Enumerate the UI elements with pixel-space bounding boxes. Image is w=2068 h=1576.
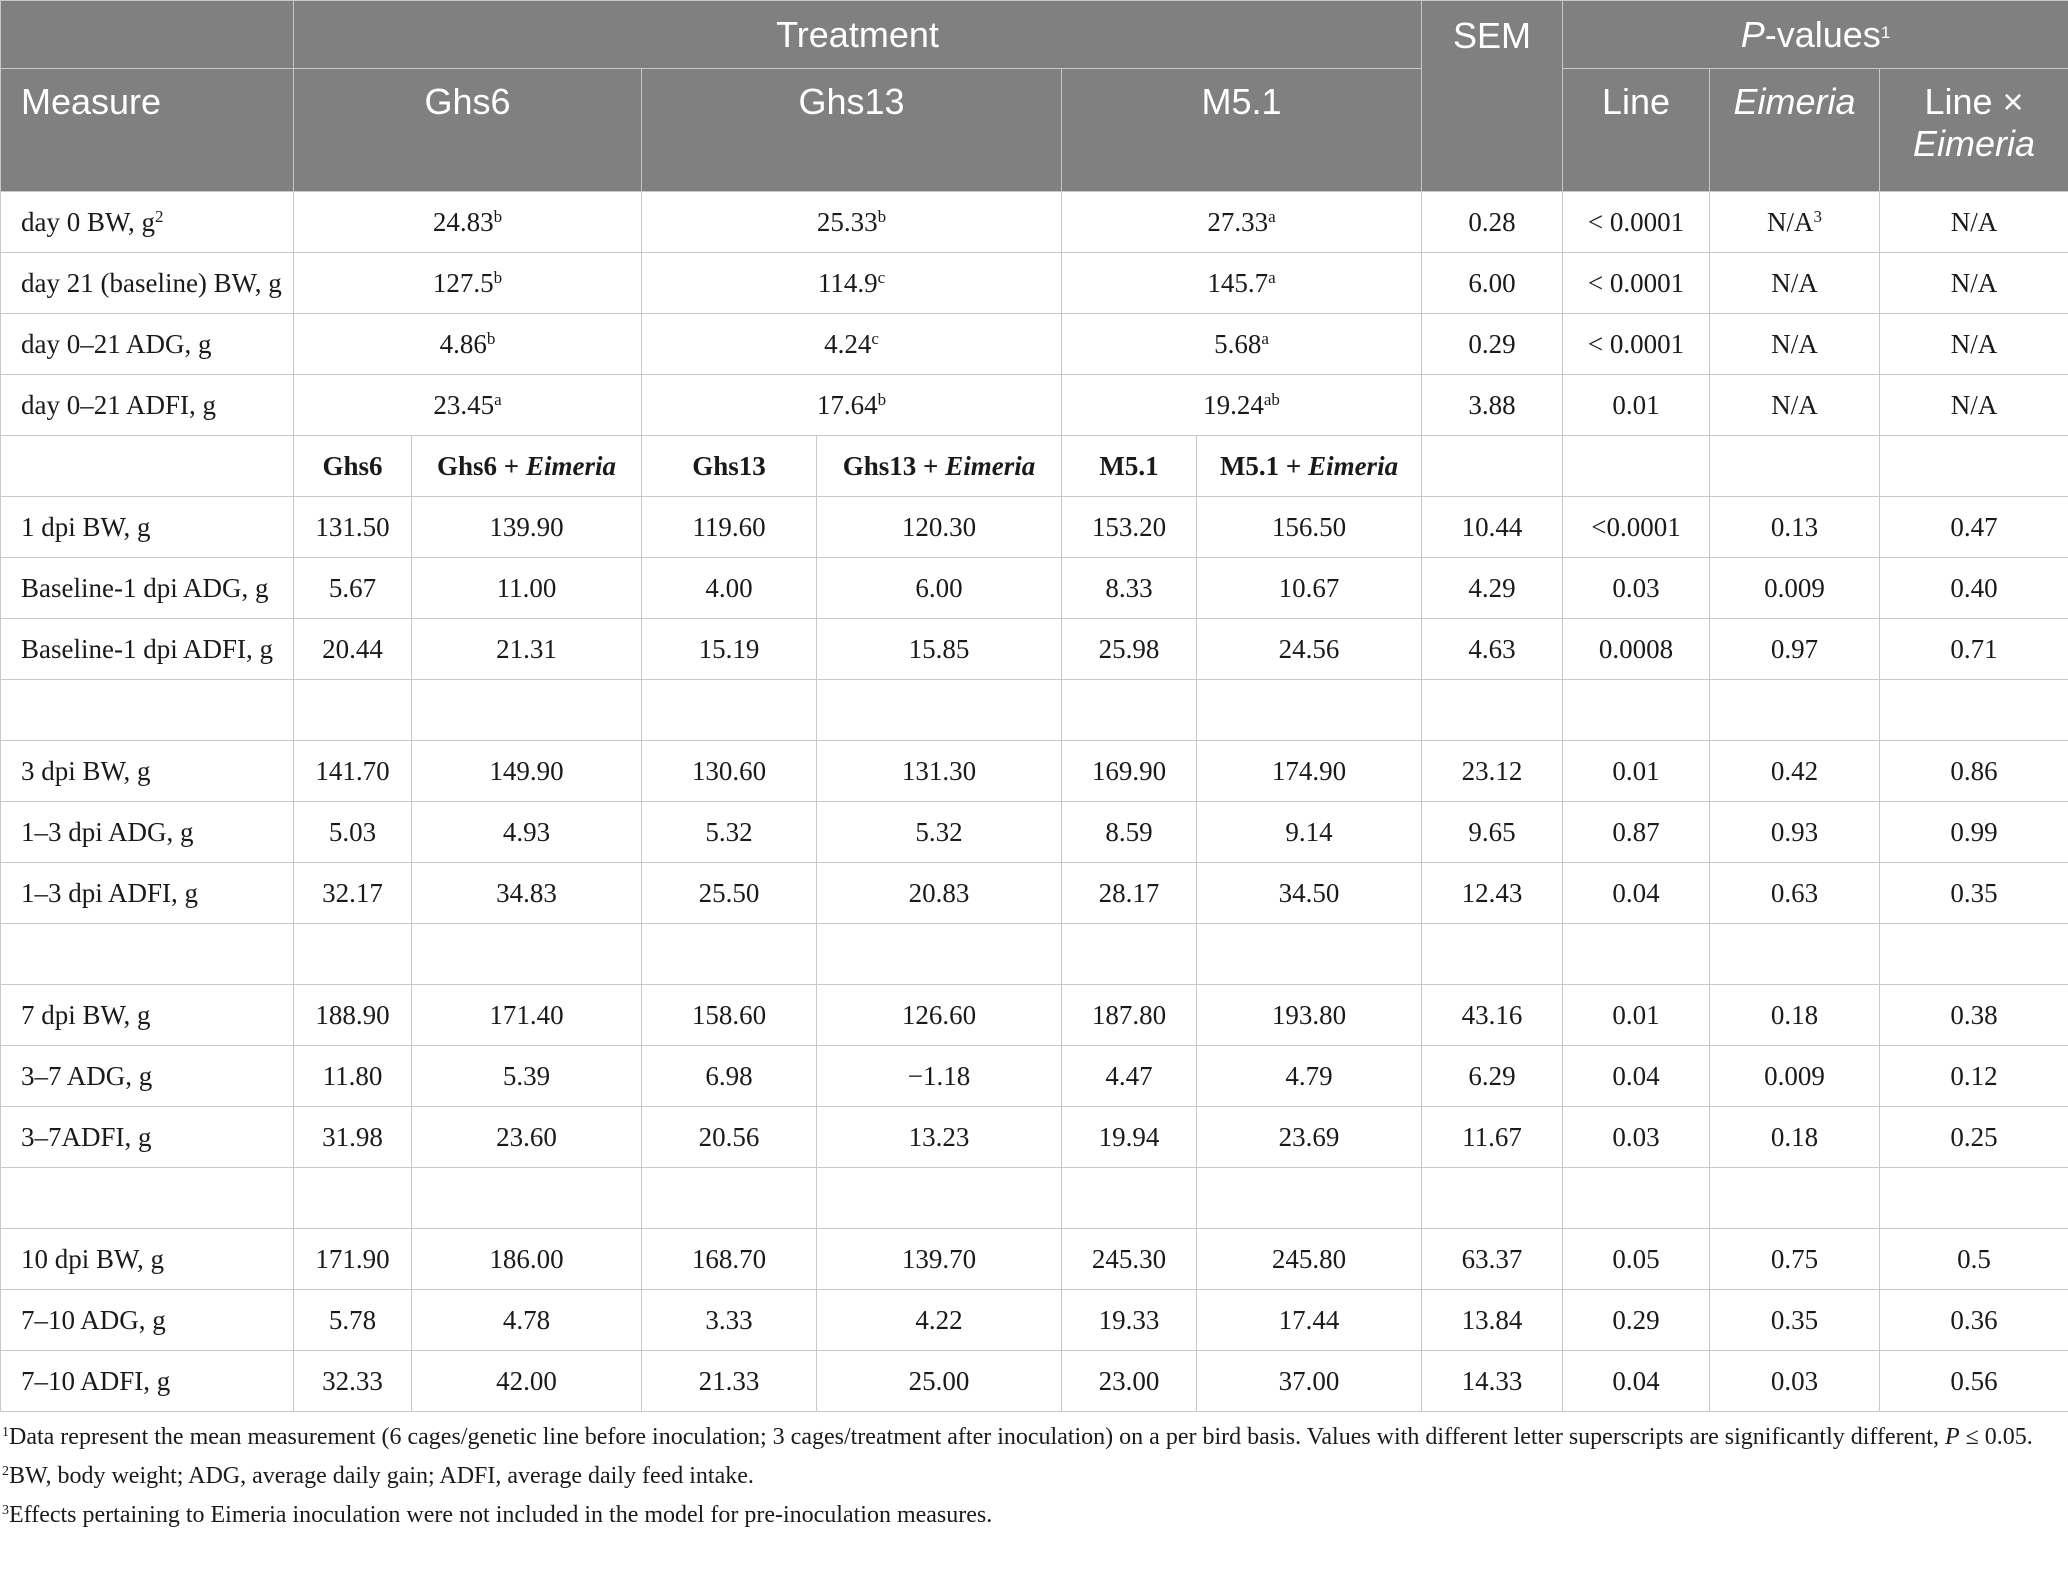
spacer-cell <box>1880 680 2068 741</box>
row-label: 1–3 dpi ADFI, g <box>1 863 294 924</box>
cell-p-interaction: 0.71 <box>1880 619 2068 680</box>
subheader-treatment: Ghs6 <box>294 436 412 497</box>
row-label: Baseline-1 dpi ADFI, g <box>1 619 294 680</box>
cell-value: 11.00 <box>412 558 642 619</box>
cell-p-eimeria: 0.18 <box>1710 985 1880 1046</box>
spacer-cell <box>412 1168 642 1229</box>
spacer-cell <box>1197 1168 1422 1229</box>
cell-value: 4.47 <box>1062 1046 1197 1107</box>
spacer-cell <box>1 924 294 985</box>
significance-letter: b <box>877 206 887 226</box>
table-row <box>1 1107 2068 1168</box>
header-p-line: Line <box>1563 69 1710 192</box>
spacer-cell <box>412 924 642 985</box>
cell-p-line: 0.29 <box>1563 1290 1710 1351</box>
cell-sem: 13.84 <box>1422 1290 1563 1351</box>
subheader-blank <box>1422 436 1563 497</box>
footnote-number: 2 <box>2 1464 9 1479</box>
significance-letter: a <box>1268 267 1276 287</box>
cell-p-line: 0.87 <box>1563 802 1710 863</box>
cell-value: 131.50 <box>294 497 412 558</box>
spacer-cell <box>1422 1168 1563 1229</box>
cell-p-interaction: 0.25 <box>1880 1107 2068 1168</box>
cell-sem: 0.29 <box>1422 314 1563 375</box>
cell-sem: 6.29 <box>1422 1046 1563 1107</box>
cell-p-eimeria: 0.18 <box>1710 1107 1880 1168</box>
cell-sem: 0.28 <box>1422 192 1563 253</box>
cell-p-line: 0.04 <box>1563 863 1710 924</box>
cell-p-eimeria: 0.42 <box>1710 741 1880 802</box>
cell-value: 127.5$^b$ <box>294 253 642 314</box>
cell-value: 120.30 <box>817 497 1062 558</box>
header-p-interaction-line2: Eimeria <box>1913 123 2036 164</box>
cell-sem: 4.63 <box>1422 619 1563 680</box>
table-row <box>1 192 2068 253</box>
cell-value: 131.30 <box>817 741 1062 802</box>
cell-value: 23.60 <box>412 1107 642 1168</box>
spacer-cell <box>1062 1168 1197 1229</box>
cell-p-interaction: 0.47 <box>1880 497 2068 558</box>
cell-p-eimeria: $N/A^3$ <box>1710 192 1880 253</box>
table-row <box>1 1351 2068 1412</box>
cell-value: 19.94 <box>1062 1107 1197 1168</box>
spacer-row <box>1 680 2068 741</box>
cell-value: 32.17 <box>294 863 412 924</box>
table-row <box>1 375 2068 436</box>
cell-value: 187.80 <box>1062 985 1197 1046</box>
eimeria-label: Eimeria <box>1308 450 1399 481</box>
cell-value: 25.33$^b$ <box>642 192 1062 253</box>
row-label: day 0–21 ADFI, g <box>1 375 294 436</box>
cell-value: 23.45$^a$ <box>294 375 642 436</box>
cell-p-eimeria: 0.93 <box>1710 802 1880 863</box>
cell-value: 10.67 <box>1197 558 1422 619</box>
significance-letter: a <box>1268 206 1276 226</box>
cell-value: 20.44 <box>294 619 412 680</box>
table-row <box>1 802 2068 863</box>
cell-value: 5.68$^a$ <box>1062 314 1422 375</box>
table-row <box>1 314 2068 375</box>
cell-value: 25.00 <box>817 1351 1062 1412</box>
cell-value: 34.50 <box>1197 863 1422 924</box>
cell-value: 4.78 <box>412 1290 642 1351</box>
cell-value: 245.80 <box>1197 1229 1422 1290</box>
cell-value: 11.80 <box>294 1046 412 1107</box>
significance-letter: ab <box>1263 389 1280 409</box>
cell-value: 149.90 <box>412 741 642 802</box>
row-label: 7 dpi BW, g <box>1 985 294 1046</box>
cell-sem: 12.43 <box>1422 863 1563 924</box>
cell-value: 5.03 <box>294 802 412 863</box>
cell-value: 4.79 <box>1197 1046 1422 1107</box>
cell-value: 139.90 <box>412 497 642 558</box>
spacer-cell <box>1197 680 1422 741</box>
cell-p-interaction: 0.86 <box>1880 741 2068 802</box>
header-sem: SEM <box>1422 1 1563 192</box>
row-label: 7–10 ADG, g <box>1 1290 294 1351</box>
footnote-number: 1 <box>2 1425 9 1440</box>
cell-value: 171.90 <box>294 1229 412 1290</box>
cell-value: 9.14 <box>1197 802 1422 863</box>
significance-letter: b <box>877 389 887 409</box>
subheader-treatment: Ghs6 + Eimeria <box>412 436 642 497</box>
spacer-cell <box>294 924 412 985</box>
cell-p-interaction: N/A <box>1880 253 2068 314</box>
cell-value: −1.18 <box>817 1046 1062 1107</box>
cell-value: 6.00 <box>817 558 1062 619</box>
cell-value: 5.67 <box>294 558 412 619</box>
cell-p-interaction: N/A <box>1880 375 2068 436</box>
cell-value: 156.50 <box>1197 497 1422 558</box>
cell-p-eimeria: 0.009 <box>1710 558 1880 619</box>
significance-letter: a <box>494 389 502 409</box>
table-row <box>1 253 2068 314</box>
header-line-ghs13: Ghs13 <box>642 69 1062 192</box>
cell-p-line: 0.04 <box>1563 1351 1710 1412</box>
eimeria-label: Eimeria <box>525 450 616 481</box>
spacer-row <box>1 1168 2068 1229</box>
row-label: 3 dpi BW, g <box>1 741 294 802</box>
significance-letter: c <box>871 328 879 348</box>
cell-p-interaction: N/A <box>1880 192 2068 253</box>
subheader-treatment: M5.1 + Eimeria <box>1197 436 1422 497</box>
cell-value: 13.23 <box>817 1107 1062 1168</box>
significance-letter: c <box>877 267 886 287</box>
cell-value: 19.24$^{ab}$ <box>1062 375 1422 436</box>
spacer-cell <box>1422 680 1563 741</box>
footnote: $^3$Effects pertaining to Eimeria inoculation were not included in the model for pre-inoculation measures. <box>2 1502 993 1528</box>
header-line-ghs6: Ghs6 <box>294 69 642 192</box>
cell-sem: 6.00 <box>1422 253 1563 314</box>
cell-value: 186.00 <box>412 1229 642 1290</box>
row-label: 7–10 ADFI, g <box>1 1351 294 1412</box>
cell-value: 24.83$^b$ <box>294 192 642 253</box>
cell-p-interaction: 0.36 <box>1880 1290 2068 1351</box>
cell-p-interaction: 0.35 <box>1880 863 2068 924</box>
cell-sem: 43.16 <box>1422 985 1563 1046</box>
cell-p-line: < 0.0001 <box>1563 314 1710 375</box>
table-row <box>1 558 2068 619</box>
cell-value: 25.98 <box>1062 619 1197 680</box>
cell-sem: 14.33 <box>1422 1351 1563 1412</box>
cell-value: 32.33 <box>294 1351 412 1412</box>
cell-value: 145.7$^a$ <box>1062 253 1422 314</box>
cell-value: 171.40 <box>412 985 642 1046</box>
header-pvalues-p: P <box>1740 13 1765 55</box>
cell-p-line: 0.03 <box>1563 558 1710 619</box>
cell-p-eimeria: 0.009 <box>1710 1046 1880 1107</box>
subheader-treatment: Ghs13 + Eimeria <box>817 436 1062 497</box>
row-label: 3–7 ADG, g <box>1 1046 294 1107</box>
cell-p-line: 0.0008 <box>1563 619 1710 680</box>
footnote-ref: 3 <box>1813 206 1823 226</box>
treatment-subheader-row <box>1 436 2068 497</box>
cell-value: 8.33 <box>1062 558 1197 619</box>
header-pvalues-rest: -values <box>1764 13 1881 55</box>
table-header <box>1 1 2068 192</box>
footnote-ref: 2 <box>155 206 164 226</box>
cell-value: 20.56 <box>642 1107 817 1168</box>
cell-value: 4.22 <box>817 1290 1062 1351</box>
spacer-cell <box>1880 924 2068 985</box>
cell-value: 4.86$^b$ <box>294 314 642 375</box>
cell-value: 23.69 <box>1197 1107 1422 1168</box>
table-row <box>1 619 2068 680</box>
cell-value: 8.59 <box>1062 802 1197 863</box>
footnote: $^1$Data represent the mean measurement (6 cages/genetic line before inoculation; 3 cages/treatment after inoculation) on a per bird basis. Values with different letter superscripts are significantly different, P ≤ 0.05. <box>2 1424 2033 1450</box>
spacer-cell <box>642 680 817 741</box>
footnote: $^2$BW, body weight; ADG, average daily gain; ADFI, average daily feed intake. <box>2 1463 754 1489</box>
cell-sem: 23.12 <box>1422 741 1563 802</box>
table-row <box>1 985 2068 1046</box>
cell-p-eimeria: 0.13 <box>1710 497 1880 558</box>
cell-value: 153.20 <box>1062 497 1197 558</box>
cell-value: 188.90 <box>294 985 412 1046</box>
header-line-m51: M5.1 <box>1062 69 1422 192</box>
header-pvalues-sup: 1 <box>1880 22 1891 42</box>
table-row <box>1 497 2068 558</box>
cell-value: 174.90 <box>1197 741 1422 802</box>
cell-value: 28.17 <box>1062 863 1197 924</box>
cell-sem: 63.37 <box>1422 1229 1563 1290</box>
spacer-cell <box>1062 924 1197 985</box>
table-row <box>1 1046 2068 1107</box>
row-label: 1–3 dpi ADG, g <box>1 802 294 863</box>
table-row <box>1 1290 2068 1351</box>
spacer-cell <box>1710 680 1880 741</box>
spacer-cell <box>1710 924 1880 985</box>
header-p-interaction-line1: Line × <box>1924 81 2024 122</box>
cell-value: 245.30 <box>1062 1229 1197 1290</box>
row-label: day 0 BW, $g^2$ <box>1 192 294 253</box>
cell-p-interaction: 0.99 <box>1880 802 2068 863</box>
cell-p-eimeria: 0.35 <box>1710 1290 1880 1351</box>
cell-sem: 10.44 <box>1422 497 1563 558</box>
spacer-cell <box>1563 924 1710 985</box>
header-pvalues <box>1563 1 2068 69</box>
significance-letter: a <box>1261 328 1269 348</box>
cell-value: 114.9$^c$ <box>642 253 1062 314</box>
spacer-cell <box>1710 1168 1880 1229</box>
row-label: 3–7ADFI, g <box>1 1107 294 1168</box>
cell-p-interaction: 0.56 <box>1880 1351 2068 1412</box>
significance-letter: b <box>486 328 496 348</box>
cell-value: 21.33 <box>642 1351 817 1412</box>
cell-value: 4.00 <box>642 558 817 619</box>
cell-value: 6.98 <box>642 1046 817 1107</box>
spacer-cell <box>817 924 1062 985</box>
subheader-blank <box>1 436 294 497</box>
footnotes <box>0 1418 2042 1535</box>
cell-p-line: 0.03 <box>1563 1107 1710 1168</box>
row-label: 1 dpi BW, g <box>1 497 294 558</box>
cell-value: 20.83 <box>817 863 1062 924</box>
cell-sem: 4.29 <box>1422 558 1563 619</box>
cell-p-line: < 0.0001 <box>1563 192 1710 253</box>
significance-letter: b <box>493 267 503 287</box>
subheader-treatment: M5.1 <box>1062 436 1197 497</box>
cell-value: 25.50 <box>642 863 817 924</box>
cell-value: 5.78 <box>294 1290 412 1351</box>
cell-value: 141.70 <box>294 741 412 802</box>
cell-p-eimeria: 0.75 <box>1710 1229 1880 1290</box>
subheader-treatment: Ghs13 <box>642 436 817 497</box>
cell-p-interaction: 0.12 <box>1880 1046 2068 1107</box>
row-label: day 21 (baseline) BW, g <box>1 253 294 314</box>
cell-value: 168.70 <box>642 1229 817 1290</box>
cell-sem: 11.67 <box>1422 1107 1563 1168</box>
cell-value: 15.85 <box>817 619 1062 680</box>
spacer-cell <box>1563 1168 1710 1229</box>
cell-sem: 3.88 <box>1422 375 1563 436</box>
cell-sem: 9.65 <box>1422 802 1563 863</box>
cell-p-line: 0.01 <box>1563 741 1710 802</box>
row-label: day 0–21 ADG, g <box>1 314 294 375</box>
cell-p-interaction: 0.40 <box>1880 558 2068 619</box>
table-row <box>1 863 2068 924</box>
spacer-cell <box>642 1168 817 1229</box>
cell-p-line: 0.01 <box>1563 985 1710 1046</box>
spacer-cell <box>1062 680 1197 741</box>
cell-value: 24.56 <box>1197 619 1422 680</box>
cell-value: 21.31 <box>412 619 642 680</box>
cell-value: 5.32 <box>642 802 817 863</box>
spacer-cell <box>1197 924 1422 985</box>
cell-p-eimeria: N/A <box>1710 253 1880 314</box>
cell-value: 126.60 <box>817 985 1062 1046</box>
significance-letter: b <box>493 206 503 226</box>
cell-value: 27.33$^a$ <box>1062 192 1422 253</box>
cell-value: 31.98 <box>294 1107 412 1168</box>
cell-value: 3.33 <box>642 1290 817 1351</box>
cell-p-interaction: N/A <box>1880 314 2068 375</box>
cell-p-eimeria: N/A <box>1710 314 1880 375</box>
row-label: 10 dpi BW, g <box>1 1229 294 1290</box>
p-symbol: P <box>1944 1424 1960 1450</box>
subheader-blank <box>1880 436 2068 497</box>
table-body <box>1 192 2068 1412</box>
header-p-eimeria: Eimeria <box>1710 69 1880 192</box>
cell-value: 19.33 <box>1062 1290 1197 1351</box>
spacer-cell <box>294 1168 412 1229</box>
cell-value: 34.83 <box>412 863 642 924</box>
cell-value: 17.44 <box>1197 1290 1422 1351</box>
cell-p-eimeria: 0.63 <box>1710 863 1880 924</box>
spacer-cell <box>1422 924 1563 985</box>
header-p-interaction <box>1880 69 2068 192</box>
spacer-row <box>1 924 2068 985</box>
cell-value: 5.39 <box>412 1046 642 1107</box>
spacer-cell <box>1880 1168 2068 1229</box>
header-measure: Measure <box>1 69 294 192</box>
cell-value: 15.19 <box>642 619 817 680</box>
spacer-cell <box>642 924 817 985</box>
cell-value: 139.70 <box>817 1229 1062 1290</box>
spacer-cell <box>1 680 294 741</box>
cell-p-interaction: 0.5 <box>1880 1229 2068 1290</box>
header-blank-cell <box>1 1 294 69</box>
spacer-cell <box>817 1168 1062 1229</box>
cell-value: 158.60 <box>642 985 817 1046</box>
cell-value: 4.93 <box>412 802 642 863</box>
cell-p-line: 0.01 <box>1563 375 1710 436</box>
table-row <box>1 1229 2068 1290</box>
spacer-cell <box>1 1168 294 1229</box>
spacer-cell <box>294 680 412 741</box>
cell-p-eimeria: 0.97 <box>1710 619 1880 680</box>
cell-p-eimeria: 0.03 <box>1710 1351 1880 1412</box>
cell-value: 42.00 <box>412 1351 642 1412</box>
spacer-cell <box>412 680 642 741</box>
subheader-blank <box>1563 436 1710 497</box>
cell-value: 130.60 <box>642 741 817 802</box>
spacer-cell <box>817 680 1062 741</box>
footnote-number: 3 <box>2 1503 9 1518</box>
header-treatment: Treatment <box>294 1 1422 69</box>
cell-value: 193.80 <box>1197 985 1422 1046</box>
cell-p-line: < 0.0001 <box>1563 253 1710 314</box>
cell-value: 169.90 <box>1062 741 1197 802</box>
subheader-blank <box>1710 436 1880 497</box>
cell-p-line: 0.05 <box>1563 1229 1710 1290</box>
table-row <box>1 741 2068 802</box>
spacer-cell <box>1563 680 1710 741</box>
cell-p-line: <0.0001 <box>1563 497 1710 558</box>
cell-value: 5.32 <box>817 802 1062 863</box>
cell-value: 17.64$^b$ <box>642 375 1062 436</box>
cell-p-interaction: 0.38 <box>1880 985 2068 1046</box>
eimeria-label: Eimeria <box>945 450 1036 481</box>
cell-value: 4.24$^c$ <box>642 314 1062 375</box>
cell-p-line: 0.04 <box>1563 1046 1710 1107</box>
cell-value: 23.00 <box>1062 1351 1197 1412</box>
cell-value: 119.60 <box>642 497 817 558</box>
row-label: Baseline-1 dpi ADG, g <box>1 558 294 619</box>
cell-value: 37.00 <box>1197 1351 1422 1412</box>
cell-p-eimeria: N/A <box>1710 375 1880 436</box>
